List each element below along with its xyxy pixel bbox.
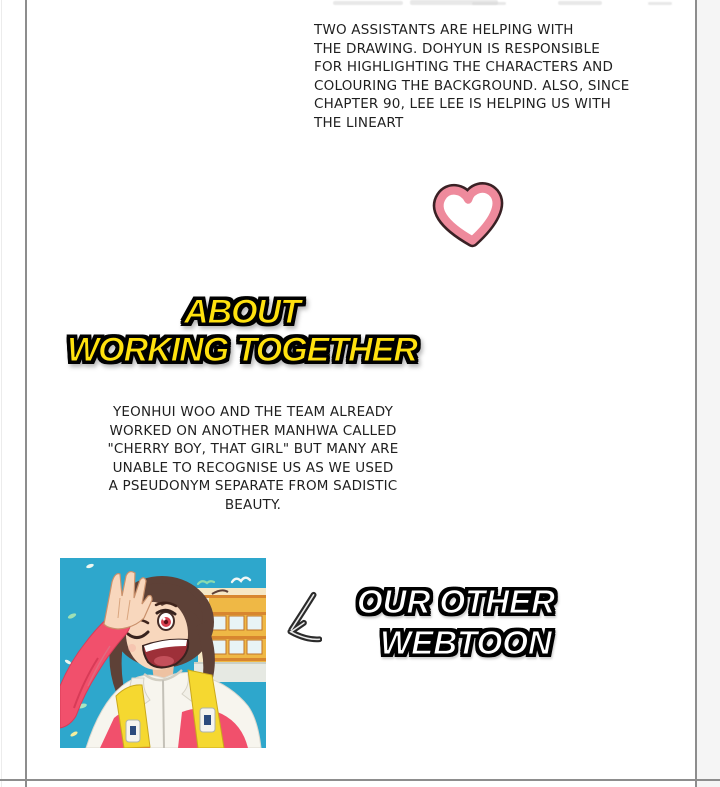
page-margin-right [697, 0, 720, 787]
note-line: "CHERRY BOY, THAT GIRL" BUT MANY ARE [107, 441, 399, 458]
assistants-note [314, 21, 659, 133]
cropped-text-remnant [333, 1, 403, 5]
note-line: YEONHUI WOO AND THE TEAM ALREADY [112, 404, 394, 420]
panel-border-left [25, 0, 27, 787]
page-edge-line [1, 0, 2, 787]
note-line: THE DRAWING. DOHYUN IS RESPONSIBLE [314, 40, 600, 57]
note-line: COLOURING THE BACKGROUND. ALSO, SINCE [314, 77, 630, 94]
other-webtoon-label-line2: WEBTOON [380, 624, 552, 661]
other-manhwa-note [72, 403, 434, 515]
cropped-text-remnant [648, 2, 672, 5]
other-webtoon-label-line1: OUR OTHER [357, 583, 555, 620]
note-line: UNABLE TO RECOGNISE US AS WE USED [112, 459, 394, 476]
note-line: TWO ASSISTANTS ARE HELPING WITH [314, 22, 574, 38]
section-title [54, 293, 430, 369]
note-line: BEAUTY. [224, 496, 282, 513]
heart-icon [430, 178, 511, 255]
note-line: CHAPTER 90, LEE LEE IS HELPING US WITH [314, 96, 611, 113]
other-webtoon-label [338, 581, 574, 663]
note-line: A PSEUDONYM SEPARATE FROM SADISTIC [108, 478, 398, 495]
arrow-icon [282, 589, 322, 647]
section-title-line2: WORKING TOGETHER [67, 331, 417, 369]
note-line: WORKED ON ANOTHER MANHWA CALLED [109, 422, 397, 439]
section-title-line1: ABOUT [184, 293, 300, 331]
cropped-text-remnant [558, 1, 602, 5]
note-line: THE LINEART [314, 114, 404, 131]
panel-border-bottom [0, 779, 720, 781]
other-webtoon-illustration [60, 558, 266, 748]
cropped-text-remnant [472, 2, 506, 5]
note-line: FOR HIGHLIGHTING THE CHARACTERS AND [314, 59, 614, 76]
